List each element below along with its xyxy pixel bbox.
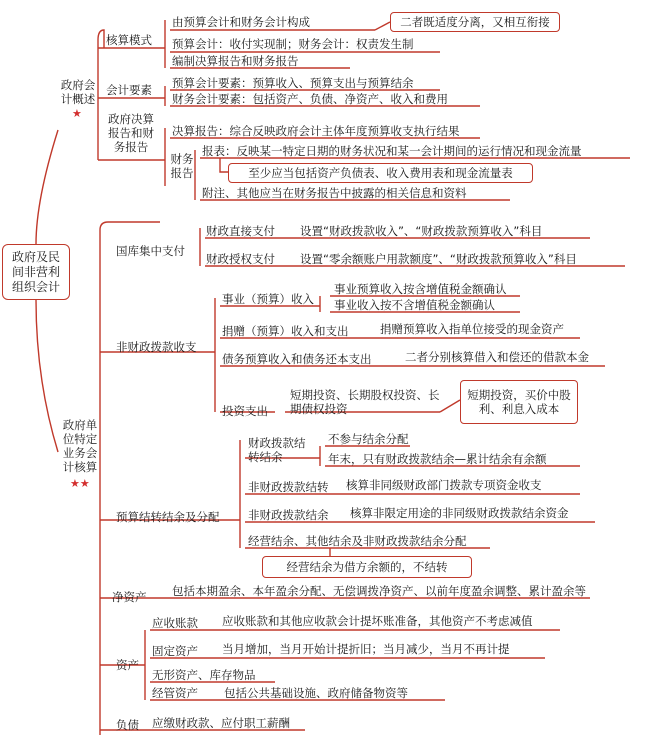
node-liabilities: 负债: [116, 718, 139, 732]
node-hesuan-mode: 核算模式: [106, 33, 152, 47]
baobiao-note-box: 至少应当包括资产负债表、收入费用表和现金流量表: [228, 163, 533, 183]
section-title-overview: 政府会计概述: [60, 78, 96, 106]
hesuan-item-2: 预算会计：收付实现制；财务会计：权责发生制: [172, 37, 414, 51]
hesuan-note-box: 二者既适度分离，又相互衔接: [390, 12, 560, 32]
fiscal-item-2: 年末，只有财政拨款结余—累计结余有余额: [328, 452, 547, 466]
yaosu-item-2: 财务会计要素：包括资产、负债、净资产、收入和费用: [172, 92, 448, 106]
juesuan-report: 决算报告：综合反映政府会计主体年度预算收支执行结果: [172, 124, 460, 138]
node-accounting-elements: 会计要素: [106, 83, 152, 97]
fuzhu-text: 附注、其他应当在财务报告中披露的相关信息和资料: [202, 186, 467, 200]
node-fiscal-carryover: 财政拨款结转结余: [248, 436, 306, 464]
donation-desc: 捐赠预算收入指单位接受的现金资产: [380, 322, 564, 336]
node-managed-assets: 经管资产: [152, 686, 198, 700]
node-fixed-assets: 固定资产: [152, 644, 198, 658]
node-treasury-payment: 国库集中支付: [116, 244, 185, 258]
hesuan-item-1: 由预算会计和财务会计构成: [172, 15, 310, 29]
nonfiscal-carryover-desc: 核算非同级财政部门拨款专项资金收支: [346, 478, 542, 492]
node-receivables: 应收账款: [152, 616, 198, 630]
liabilities-desc: 应缴财政款、应付职工薪酬: [152, 716, 290, 730]
node-debt: 债务预算收入和债务还本支出: [222, 352, 372, 366]
fixed-assets-desc: 当月增加，当月开始计提折旧；当月减少，当月不再计提: [222, 642, 510, 656]
node-budget-balance: 预算结转结余及分配: [116, 510, 220, 524]
node-donation: 捐赠（预算）收入和支出: [222, 324, 349, 338]
fiscal-item-1: 不参与结余分配: [328, 432, 409, 446]
node-report: 政府决算报告和财务报告: [108, 112, 154, 154]
managed-assets-desc: 包括公共基础设施、政府储备物资等: [224, 686, 408, 700]
star-icon-overview: ★: [72, 107, 82, 120]
investment-note-box: 短期投资，买价中股利、利息入成本: [460, 380, 578, 424]
shiye-item-1: 事业预算收入按含增值税金额确认: [334, 282, 507, 296]
node-assets: 资产: [116, 658, 139, 672]
star-icon-special: ★★: [70, 477, 90, 490]
yaosu-item-1: 预算会计要素：预算收入、预算支出与预算结余: [172, 76, 414, 90]
debt-desc: 二者分别核算借入和偿还的借款本金: [405, 350, 589, 364]
authorized-payment-desc: 设置“零余额账户用款额度”、“财政拨款预算收入”科目: [300, 252, 577, 266]
node-nonfiscal-carryover: 非财政拨款结转: [248, 480, 329, 494]
node-direct-payment: 财政直接支付: [206, 224, 275, 238]
node-operating-balance: 经营结余、其他结余及非财政拨款结余分配: [248, 534, 467, 548]
nonfiscal-balance-desc: 核算非限定用途的非同级财政拨款结余资金: [350, 506, 569, 520]
receivables-desc: 应收账款和其他应收款会计提坏账准备，其他资产不考虑减值: [222, 614, 533, 628]
node-net-assets: 净资产: [112, 590, 147, 604]
root-node: 政府及民间非营利组织会计: [2, 244, 70, 300]
direct-payment-desc: 设置“财政拨款收入”、“财政拨款预算收入”科目: [300, 224, 543, 238]
node-authorized-payment: 财政授权支付: [206, 252, 275, 266]
node-intangible-inventory: 无形资产、库存物品: [152, 668, 256, 682]
shiye-item-2: 事业收入按不含增值税金额确认: [334, 298, 495, 312]
baobiao-text: 报表：反映某一特定日期的财务状况和某一会计期间的运行情况和现金流量: [202, 144, 582, 158]
hesuan-item-3: 编制决算报告和财务报告: [172, 54, 299, 68]
node-financial-report: 财务报告: [170, 152, 194, 180]
node-shiye-income: 事业（预算）收入: [222, 292, 314, 306]
node-investment: 投资支出: [222, 404, 268, 418]
net-assets-desc: 包括本期盈余、本年盈余分配、无偿调拨净资产、以前年度盈余调整、累计盈余等: [172, 584, 586, 598]
section-title-special: 政府单位特定业务会计核算: [62, 418, 98, 474]
investment-desc: 短期投资、长期股权投资、长期债权投资: [290, 388, 440, 416]
operating-note-box: 经营结余为借方余额的，不结转: [262, 556, 472, 578]
node-nonfiscal-balance: 非财政拨款结余: [248, 508, 329, 522]
node-non-fiscal: 非财政拨款收支: [116, 340, 197, 354]
